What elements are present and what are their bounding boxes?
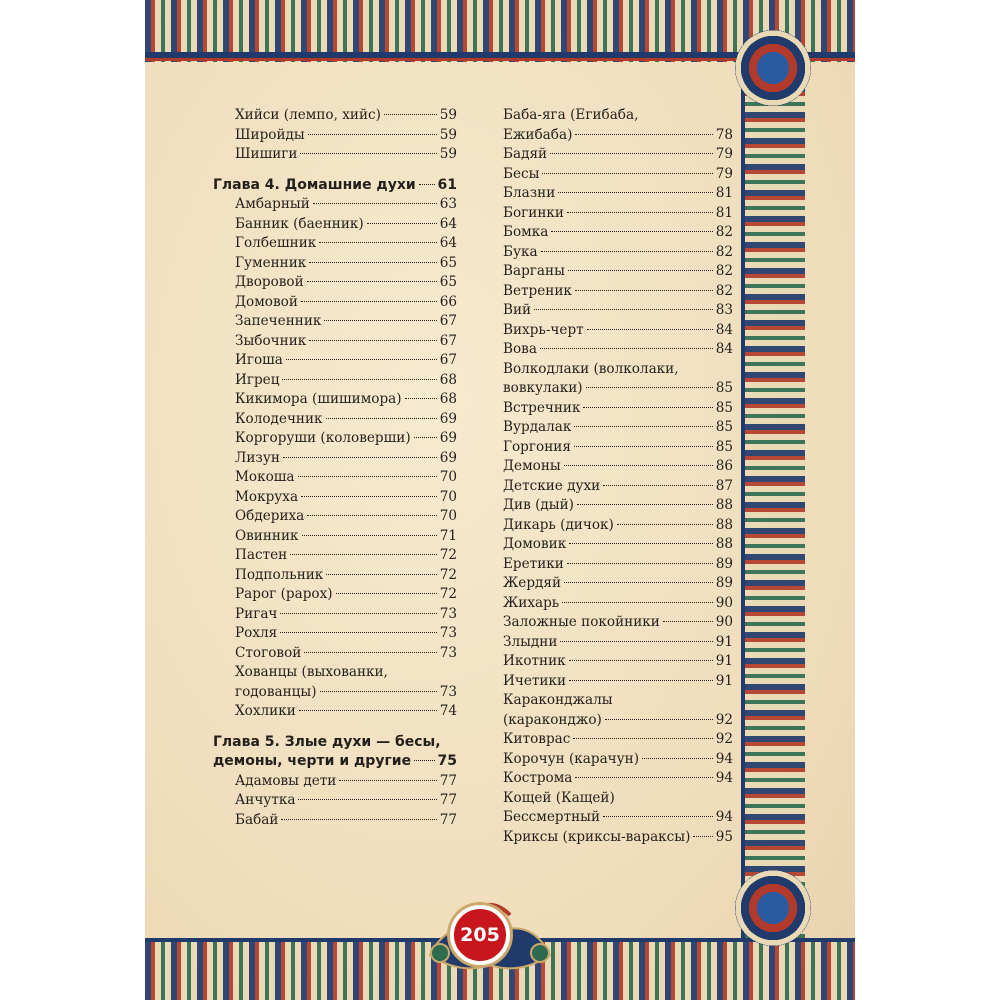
toc-entry-title: Кострома: [503, 770, 573, 786]
toc-page-number: 73: [439, 683, 457, 700]
toc-page-number: 85: [715, 438, 733, 455]
toc-entry-title: Бабай: [235, 811, 279, 828]
toc-page-number: 70: [439, 488, 457, 505]
dot-leader: [290, 554, 436, 555]
toc-page-number: 95: [715, 828, 733, 845]
toc-entry: [213, 605, 457, 625]
toc-chapter-title: демоны, черти и другие: [213, 753, 412, 769]
toc-entry: [213, 410, 457, 430]
toc-page-number: 67: [439, 332, 457, 349]
dot-leader: [603, 816, 713, 817]
toc-entry: [213, 390, 457, 410]
toc-page-number: 67: [439, 352, 457, 368]
toc-entry: [503, 594, 733, 614]
toc-entry-title: Див (дый): [503, 497, 574, 513]
toc-page-number: 84: [715, 321, 733, 338]
toc-entry: [503, 126, 733, 146]
toc-page-number: 88: [715, 536, 733, 552]
toc-entry-title: Анчутка: [235, 792, 296, 808]
toc-entry-title: Бука: [503, 243, 538, 260]
toc-entry-title: Бессмертный: [503, 809, 601, 825]
toc-entry: [503, 769, 733, 789]
toc-column-right: [503, 106, 733, 847]
toc-entry: [503, 262, 733, 282]
dot-leader: [586, 387, 713, 388]
page-number: 205: [450, 905, 510, 965]
dot-leader: [280, 632, 436, 633]
toc-page-number: 82: [715, 263, 733, 279]
toc-entry: [503, 711, 733, 731]
dot-leader: [384, 114, 437, 115]
dot-leader: [299, 710, 437, 711]
toc-entry: [503, 340, 733, 360]
toc-entry: [503, 555, 733, 575]
toc-entry: [503, 574, 733, 594]
toc-entry-title: Вова: [503, 341, 537, 357]
toc-page-number: 68: [439, 391, 457, 407]
dot-leader: [320, 691, 437, 692]
toc-page-number: 70: [439, 508, 457, 524]
toc-page-number: 79: [715, 165, 733, 182]
dot-leader: [336, 593, 437, 594]
toc-entry: [503, 477, 733, 497]
toc-entry: [503, 321, 733, 341]
dot-leader: [286, 359, 437, 360]
toc-page-number: 89: [715, 555, 733, 572]
dot-leader: [307, 515, 436, 516]
toc-entry-title: Хохлики: [235, 703, 296, 719]
toc-entry: [503, 145, 733, 165]
toc-entry: [213, 702, 457, 722]
dot-leader: [308, 134, 437, 135]
dot-leader: [575, 777, 712, 778]
dot-leader: [309, 262, 436, 263]
dot-leader: [339, 780, 436, 781]
dot-leader: [542, 173, 712, 174]
dot-leader: [280, 613, 436, 614]
toc-page-number: 72: [439, 586, 457, 602]
toc-entry-title: Банник (баенник): [235, 215, 364, 232]
toc-entry-title: Криксы (криксы-вараксы): [503, 828, 691, 845]
dot-leader: [304, 652, 436, 653]
toc-page-number: 64: [439, 215, 457, 232]
dot-leader: [419, 184, 435, 185]
toc-page-number: 85: [715, 380, 733, 396]
dot-leader: [319, 242, 436, 243]
toc-page-number: 69: [439, 449, 457, 466]
toc-page-number: 65: [439, 274, 457, 290]
toc-page-number: 91: [715, 653, 733, 669]
toc-entry: [503, 301, 733, 321]
toc-entry: [213, 273, 457, 293]
toc-page-number: 65: [439, 254, 457, 271]
toc-page-number: 66: [439, 293, 457, 310]
toc-entry: [213, 429, 457, 449]
toc-entry-title: Мокруха: [235, 488, 299, 505]
toc-entry: [503, 184, 733, 204]
dot-leader: [577, 504, 713, 505]
toc-page-number: 89: [715, 575, 733, 591]
dot-leader: [534, 309, 713, 310]
dot-leader: [551, 231, 712, 232]
toc-entry: [503, 223, 733, 243]
toc-entry: [503, 165, 733, 185]
dot-leader: [405, 398, 437, 399]
toc-entry: [213, 566, 457, 586]
dot-leader: [309, 340, 436, 341]
toc-entry-title: Амбарный: [235, 196, 310, 212]
border-line: [741, 60, 745, 940]
toc-page-number: 84: [715, 341, 733, 357]
toc-page-number: 69: [439, 430, 457, 446]
toc-entry: [503, 282, 733, 302]
toc-entry-title: Ичетики: [503, 672, 567, 689]
toc-page-number: 88: [715, 497, 733, 513]
dot-leader: [617, 524, 713, 525]
toc-entry-title: Гуменник: [235, 254, 307, 271]
toc-entry-title: Хийси (лемпо, хийс): [235, 107, 381, 123]
toc-page-number: 72: [439, 566, 457, 583]
toc-entry-title: Подпольник: [235, 566, 324, 583]
dot-leader: [324, 320, 436, 321]
toc-entry: [503, 399, 733, 419]
dot-leader: [564, 465, 713, 466]
dot-leader: [663, 621, 713, 622]
dot-leader: [587, 329, 713, 330]
toc-entry-title: Домовик: [503, 536, 567, 552]
dot-leader: [569, 680, 713, 681]
toc-entry-title: Широйды: [235, 126, 305, 143]
toc-entry-title: Блазни: [503, 185, 556, 201]
toc-entry-title: Ригач: [235, 605, 278, 622]
toc-page-number: 73: [439, 625, 457, 641]
toc-page-number: 81: [715, 185, 733, 201]
toc-entry-title: Икотник: [503, 653, 566, 669]
toc-entry-title: Хованцы (выхованки,: [235, 664, 388, 680]
toc-entry-title: Вий: [503, 302, 532, 318]
toc-page-number: 94: [715, 750, 733, 767]
dot-leader: [414, 760, 434, 761]
toc-entry: [213, 811, 457, 831]
toc-entry: [503, 496, 733, 516]
dot-leader: [326, 574, 436, 575]
toc-entry: [503, 379, 733, 399]
toc-entry: [213, 312, 457, 332]
toc-entry-title: Волкодлаки (волколаки,: [503, 360, 679, 377]
toc-page-number: 77: [439, 792, 457, 808]
toc-entry-title: Мокоша: [235, 469, 295, 485]
toc-entry: [213, 293, 457, 313]
toc-page-number: 69: [439, 410, 457, 427]
dot-leader: [313, 203, 437, 204]
toc-page-number: 71: [439, 527, 457, 544]
toc-entry-title: Коргоруши (коловерши): [235, 430, 411, 446]
toc-entry-title: Китоврас: [503, 731, 571, 747]
toc-entry-title: Вурдалак: [503, 419, 572, 435]
corner-ornament-icon: [735, 870, 811, 946]
toc-page-number: 94: [715, 809, 733, 825]
dot-leader: [541, 251, 713, 252]
toc-entry-title: Адамовы дети: [235, 772, 337, 789]
toc-page-number: 86: [715, 458, 733, 474]
toc-entry-title: Пастен: [235, 547, 288, 563]
toc-entry: [213, 215, 457, 235]
toc-entry: [503, 457, 733, 477]
toc-entry-title: Колодечник: [235, 410, 323, 427]
toc-entry: [213, 106, 457, 126]
toc-page-number: 59: [439, 126, 457, 143]
toc-entry: [213, 791, 457, 811]
toc-page-number: 77: [439, 772, 457, 789]
toc-entry: [213, 468, 457, 488]
toc-entry: [213, 488, 457, 508]
toc-page-number: 83: [715, 302, 733, 318]
toc-page-number: 94: [715, 770, 733, 786]
toc-page-number: 72: [439, 547, 457, 563]
toc-entry-title: Бадяй: [503, 146, 548, 162]
toc-entry: [503, 418, 733, 438]
toc-entry: [213, 126, 457, 146]
dot-leader: [367, 223, 437, 224]
toc-entry: [213, 683, 457, 703]
toc-entry: [503, 204, 733, 224]
toc-entry-title: Еретики: [503, 555, 564, 572]
toc-entry-title: Караконджалы: [503, 692, 613, 708]
toc-page-number: 82: [715, 224, 733, 240]
toc-entry-title: Ветреник: [503, 282, 572, 299]
toc-entry-title: Заложные покойники: [503, 614, 660, 630]
toc-entry: [213, 195, 457, 215]
toc-entry-title: Богинки: [503, 204, 564, 221]
dot-leader: [567, 563, 713, 564]
toc-entry-title: Игоша: [235, 352, 283, 368]
toc-entry-title: Домовой: [235, 293, 298, 310]
dot-leader: [693, 836, 712, 837]
toc-entry-title: Демоны: [503, 458, 561, 474]
toc-page-number: 82: [715, 282, 733, 299]
toc-page-number: 92: [715, 711, 733, 728]
toc-entry-title: Дикарь (дичок): [503, 516, 614, 533]
toc-entry: [503, 808, 733, 828]
toc-entry: [213, 772, 457, 792]
toc-entry-title: Горгония: [503, 438, 571, 455]
toc-entry-title: Зыбочник: [235, 332, 307, 349]
toc-page-number: 68: [439, 371, 457, 388]
ornamental-border-right: [743, 60, 805, 940]
toc-entry: [213, 145, 457, 165]
toc-page-number: 91: [715, 672, 733, 689]
dot-leader: [302, 535, 437, 536]
corner-ornament-icon: [735, 30, 811, 106]
dot-leader: [558, 192, 712, 193]
toc-page-number: 85: [715, 419, 733, 435]
dot-leader: [605, 719, 713, 720]
toc-page-number: 92: [715, 731, 733, 747]
toc-entry-title: вовкулаки): [503, 380, 583, 396]
dot-leader: [575, 134, 712, 135]
toc-entry-title: Ежибаба): [503, 126, 573, 143]
toc-chapter-title: Глава 5. Злые духи — бесы,: [213, 733, 441, 750]
toc-entry: [213, 254, 457, 274]
dot-leader: [560, 641, 712, 642]
toc-entry-title: Бесы: [503, 165, 540, 182]
dot-leader: [569, 543, 712, 544]
toc-entry-title: годованцы): [235, 683, 317, 700]
toc-entry-title: Детские духи: [503, 477, 601, 494]
toc-entry-title: Баба-яга (Егибаба,: [503, 107, 639, 123]
dot-leader: [562, 602, 712, 603]
dot-leader: [642, 758, 713, 759]
toc-page-number: 85: [715, 399, 733, 416]
toc-entry-title: Стоговой: [235, 644, 302, 661]
toc-chapter: [213, 176, 457, 196]
dot-leader: [575, 290, 713, 291]
toc-entry-title: Жихарь: [503, 594, 560, 611]
toc-page-number: 88: [715, 516, 733, 533]
dot-leader: [298, 476, 437, 477]
toc-entry-title: Варганы: [503, 263, 565, 279]
toc-page-number: 63: [439, 196, 457, 212]
toc-entry: [213, 234, 457, 254]
toc-entry-title: Лизун: [235, 449, 280, 466]
toc-entry: [503, 652, 733, 672]
toc-entry-title: Жердяй: [503, 575, 562, 591]
toc-entry-title: Вихрь-черт: [503, 321, 584, 338]
toc-column-left: [213, 106, 457, 830]
toc-entry: [213, 624, 457, 644]
toc-entry-title: Бомка: [503, 224, 549, 240]
toc-entry: [213, 351, 457, 371]
toc-entry: [503, 672, 733, 692]
dot-leader: [414, 437, 437, 438]
dot-leader: [281, 819, 436, 820]
toc-page-number: 75: [437, 753, 457, 769]
toc-page-number: 74: [439, 703, 457, 719]
toc-entry: [213, 527, 457, 547]
toc-entry: [503, 613, 733, 633]
dot-leader: [573, 738, 712, 739]
toc-page-number: 61: [437, 176, 457, 193]
toc-entry: [213, 644, 457, 664]
toc-page-number: 78: [715, 126, 733, 143]
dot-leader: [307, 281, 437, 282]
toc-page-number: 91: [715, 633, 733, 650]
toc-entry: [213, 449, 457, 469]
toc-page-number: 90: [715, 594, 733, 611]
section-gap: [213, 165, 457, 176]
dot-leader: [326, 418, 437, 419]
toc-chapter-title: Глава 4. Домашние духи: [213, 176, 416, 193]
dot-leader: [540, 348, 713, 349]
dot-leader: [564, 582, 713, 583]
toc-entry: [503, 750, 733, 770]
toc-page-number: 81: [715, 204, 733, 221]
toc-entry-title: Голбешник: [235, 235, 317, 251]
dot-leader: [583, 407, 712, 408]
dot-leader: [301, 301, 437, 302]
toc-page-number: 77: [439, 811, 457, 828]
book-page: [145, 0, 855, 1000]
toc-entry: [213, 371, 457, 391]
toc-entry-title: Рохля: [235, 625, 278, 641]
toc-entry-title: Овинник: [235, 527, 299, 544]
toc-entry: [213, 546, 457, 566]
dot-leader: [550, 153, 713, 154]
dot-leader: [301, 496, 437, 497]
toc-entry-title: Рарог (рарох): [235, 586, 333, 602]
toc-entry-title: Шишиги: [235, 146, 298, 162]
toc-entry: [503, 633, 733, 653]
toc-entry-title: Запеченник: [235, 313, 322, 329]
toc-entry-title: Встречник: [503, 399, 581, 416]
dot-leader: [569, 660, 713, 661]
toc-entry: [503, 243, 733, 263]
dot-leader: [567, 212, 713, 213]
toc-entry: [503, 516, 733, 536]
toc-entry: [503, 535, 733, 555]
section-gap: [213, 722, 457, 733]
toc-page-number: 90: [715, 614, 733, 630]
toc-page-number: 59: [439, 107, 457, 123]
dot-leader: [282, 379, 436, 380]
toc-entry: [213, 585, 457, 605]
dot-leader: [298, 799, 436, 800]
toc-entry-title: (караконджо): [503, 711, 602, 728]
dot-leader: [603, 485, 712, 486]
toc-entry: [213, 507, 457, 527]
toc-entry-title: Злыдни: [503, 633, 558, 650]
toc-page-number: 59: [439, 146, 457, 162]
toc-entry-title: Корочун (карачун): [503, 750, 640, 767]
toc-entry-title: Игрец: [235, 371, 280, 388]
toc-page-number: 87: [715, 477, 733, 494]
toc-entry-title: Обдериха: [235, 508, 305, 524]
toc-page-number: 79: [715, 146, 733, 162]
toc-entry: [213, 332, 457, 352]
toc-chapter: [213, 752, 457, 772]
dot-leader: [574, 426, 712, 427]
toc-page-number: 64: [439, 235, 457, 251]
dot-leader: [283, 457, 437, 458]
toc-entry: [503, 828, 733, 848]
toc-page-number: 67: [439, 313, 457, 329]
dot-leader: [574, 446, 713, 447]
toc-page-number: 82: [715, 243, 733, 260]
toc-entry-title: Дворовой: [235, 274, 304, 290]
dot-leader: [568, 270, 713, 271]
toc-page-number: 73: [439, 644, 457, 661]
toc-page-number: 70: [439, 469, 457, 485]
toc-entry: [503, 438, 733, 458]
toc-entry-title: Кощей (Кащей): [503, 789, 615, 806]
toc-entry: [503, 730, 733, 750]
dot-leader: [300, 153, 436, 154]
toc-page-number: 73: [439, 605, 457, 622]
toc-entry-title: Кикимора (шишимора): [235, 391, 402, 407]
